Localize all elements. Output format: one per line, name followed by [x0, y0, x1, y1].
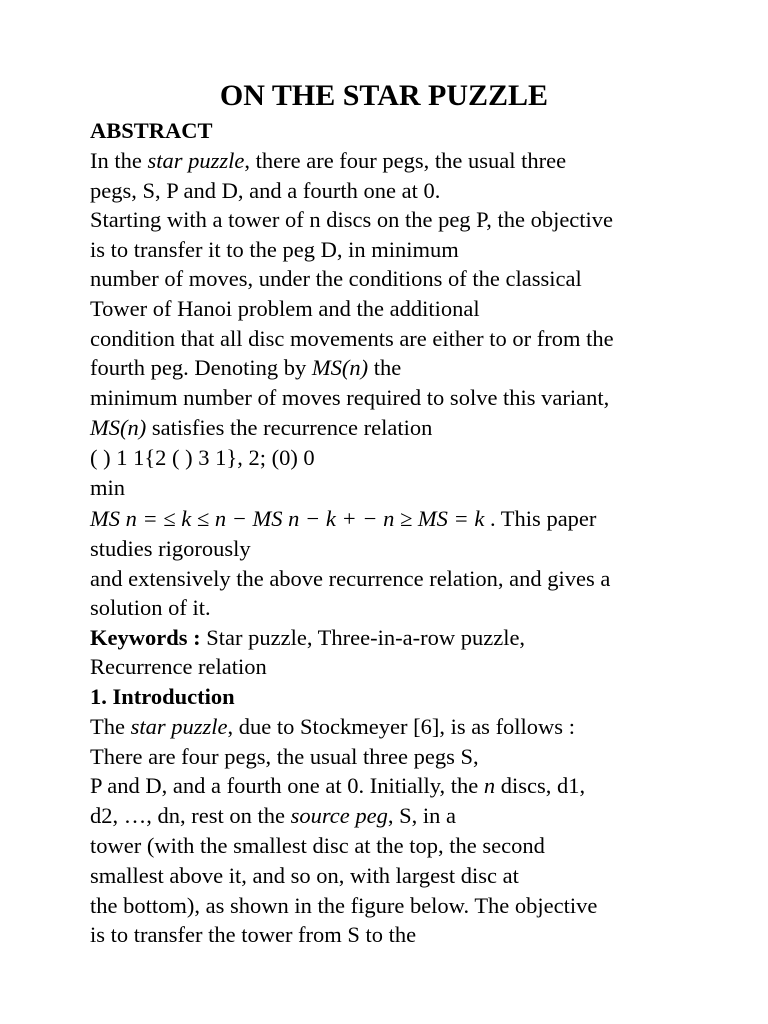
intro-text: The [90, 714, 131, 739]
abstract-text: . This paper [484, 506, 597, 531]
abstract-line-10 [90, 414, 432, 442]
abstract-text: the [368, 355, 402, 380]
keywords-line-2: Recurrence relation [90, 654, 267, 679]
abstract-line-15: and extensively the above recurrence relation, and gives a [90, 566, 611, 591]
abstract-term-star-puzzle: star puzzle [147, 148, 245, 173]
abstract-line-6: Tower of Hanoi problem and the additional [90, 296, 480, 321]
abstract-line-3: Starting with a tower of n discs on the peg P, the objective [90, 207, 614, 232]
recurrence-formula [90, 505, 596, 533]
intro-text: d2, …, dn, rest on the [90, 803, 291, 828]
section-heading-introduction: 1. Introduction [90, 684, 235, 709]
intro-line-6: smallest above it, and so on, with largest disc at [90, 863, 519, 888]
abstract-line-7: condition that all disc movements are either to or from the [90, 326, 614, 351]
abstract-line-16: solution of it. [90, 595, 211, 620]
intro-text: , S, in a [387, 803, 457, 828]
intro-line-2: There are four pegs, the usual three pegs S, [90, 744, 479, 769]
recurrence-equation: MS n = ≤ k ≤ n − MS n − k + − n ≥ MS = k [90, 506, 485, 531]
keywords-line-1 [90, 624, 525, 652]
intro-line-4 [90, 802, 456, 830]
intro-symbol-n: n [483, 773, 496, 798]
intro-text: discs, d1, [495, 773, 586, 798]
abstract-line-1 [90, 147, 566, 175]
intro-term-star-puzzle: star puzzle [130, 714, 228, 739]
abstract-line-4: is to transfer it to the peg D, in minimum [90, 237, 459, 262]
keywords-label: Keywords : [90, 625, 201, 650]
abstract-line-5: number of moves, under the conditions of the classical [90, 266, 582, 291]
abstract-line-8 [90, 354, 401, 382]
abstract-text: fourth peg. Denoting by [90, 355, 312, 380]
abstract-text: , there are four pegs, the usual three [244, 148, 567, 173]
abstract-line-14: studies rigorously [90, 536, 251, 561]
paper-title: ON THE STAR PUZZLE [219, 79, 549, 112]
abstract-line-2: pegs, S, P and D, and a fourth one at 0. [90, 178, 441, 203]
intro-text: , due to Stockmeyer [6], is as follows : [227, 714, 575, 739]
abstract-heading: ABSTRACT [90, 118, 213, 143]
intro-line-5: tower (with the smallest disc at the top, the second [90, 833, 545, 858]
abstract-text: In the [90, 148, 148, 173]
abstract-text: satisfies the recurrence relation [146, 415, 433, 440]
intro-line-3 [90, 772, 585, 800]
intro-line-1 [90, 713, 575, 741]
keywords-text: Star puzzle, Three-in-a-row puzzle, [200, 625, 526, 650]
intro-line-8: is to transfer the tower from S to the [90, 922, 417, 947]
recurrence-line-1: ( ) 1 1{2 ( ) 3 1}, 2; (0) 0 [90, 445, 315, 470]
abstract-symbol-ms: MS(n) [90, 415, 147, 440]
recurrence-line-2: min [90, 475, 126, 500]
intro-line-7: the bottom), as shown in the figure below. The objective [90, 893, 598, 918]
intro-term-source-peg: source peg [290, 803, 388, 828]
abstract-line-9: minimum number of moves required to solve this variant, [90, 385, 610, 410]
intro-text: P and D, and a fourth one at 0. Initially, the [90, 773, 484, 798]
abstract-symbol-ms: MS(n) [311, 355, 369, 380]
